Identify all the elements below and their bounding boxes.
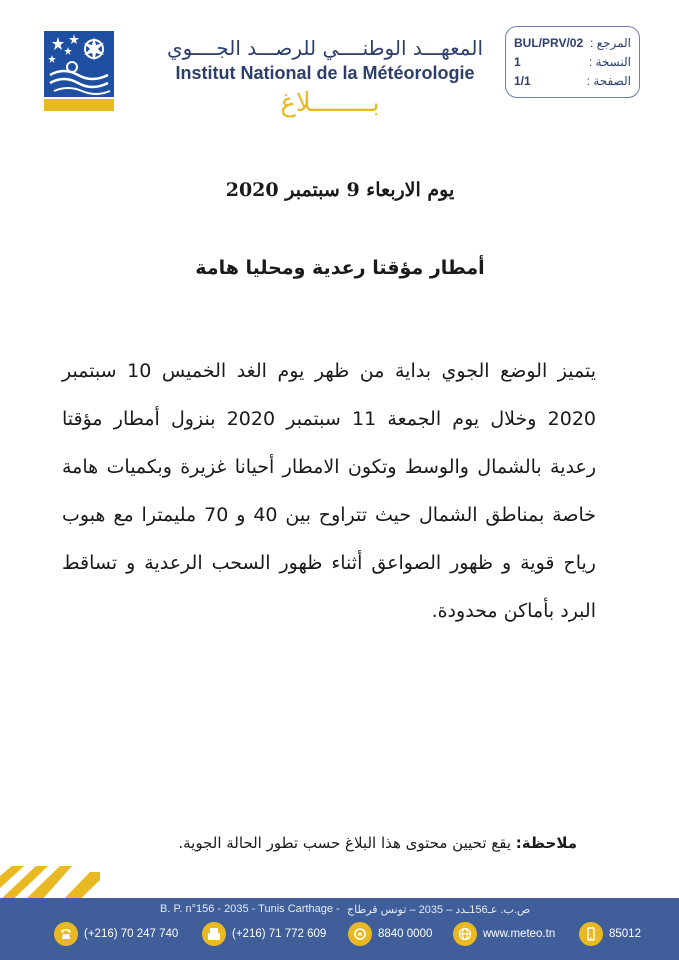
version-label: النسخة : [588,54,631,69]
reference-box [505,26,640,98]
document-type-title: بــــــــلاغ [280,88,380,118]
footer-contacts [0,919,679,949]
page-row [514,71,631,90]
green-number-icon [348,922,372,946]
version-value: 1 [514,54,521,69]
mobile-icon [579,922,603,946]
institute-name-arabic: المعهـــد الوطنــــي للرصـــد الجــــوي [166,36,484,60]
website-url[interactable]: www.meteo.tn [483,928,556,940]
mobile-number: 85012 [609,928,641,940]
fax-number: (+216) 71 772 609 [232,928,327,940]
globe-icon [453,922,477,946]
contact-fax[interactable] [202,919,326,949]
note-text: يقع تحيين محتوى هذا البلاغ حسب تطور الحالة الجوية. [178,834,512,852]
green-number: 8840 0000 [378,928,433,940]
address-french: B. P. n°156 - 2035 - Tunis Carthage - [160,903,340,915]
bulletin-note [60,834,577,852]
contact-green-number[interactable] [348,919,432,949]
contact-mobile[interactable] [579,919,641,949]
phone-number: (+216) 70 247 740 [84,928,179,940]
logo-emblem [44,31,114,97]
version-row [514,52,631,71]
institute-logo [44,31,114,111]
note-label: ملاحظة: [515,834,577,852]
contact-phone[interactable] [54,919,178,949]
reference-row [514,33,631,52]
telephone-icon [54,922,78,946]
fax-icon [202,922,226,946]
address-arabic: ص.ب. عـ156ـدد – 2035 – تونس قرطاج [347,904,531,916]
logo-yellow-band [44,99,114,111]
reference-value: BUL/PRV/02 [514,35,584,50]
contact-website[interactable] [453,919,555,949]
bulletin-headline: أمطار مؤقتا رعدية ومحليا هامة [195,257,485,279]
institute-name-french: Institut National de la Météorologie [175,63,475,83]
footer-address [0,903,679,919]
bulletin-body: يتميز الوضع الجوي بداية من ظهر يوم الغد الخميس 10 سبتمبر 2020 وخلال يوم الجمعة 11 سبتمبر 2020 بنزول أمطار مؤقتا رعدية بالشمال والوسط وتكون الامطار أحيانا غزيرة وبكميات هامة خاصة بمناطق الشمال حيث تتراوح بين 40 و 70 مليمترا مع هبوب رياح قوية و ظهور الصواعق أثناء ظهور السحب الرعدية و تساقط البرد بأماكن محدودة. [62,360,596,622]
page-value: 1/1 [514,73,531,88]
reference-label: المرجع : [589,35,631,50]
page-label: الصفحة : [586,73,631,88]
bulletin-date: يوم الاربعاء 9 سبتمبر 2020 [225,179,455,201]
